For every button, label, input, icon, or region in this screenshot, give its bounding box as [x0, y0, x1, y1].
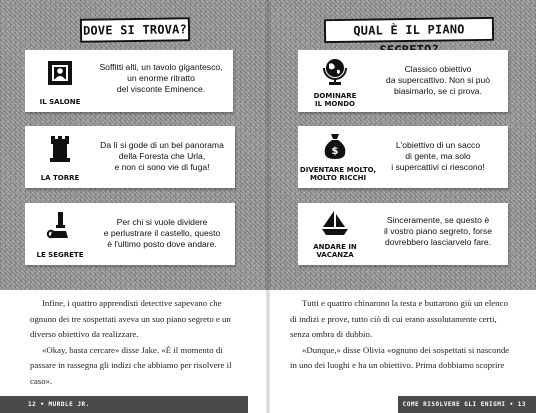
- card-label: IL SALONE: [39, 98, 81, 106]
- paragraph: «Dunque,» disse Olivia «ognuno dei sospettati si nasconde in uno dei luoghi e ha un obiettivo. Prima dobbiamo scoprire: [290, 344, 510, 370]
- right-body-text: [290, 296, 516, 374]
- left-footer: 12 • MURDLE JR.: [0, 396, 248, 413]
- plan-card-ricchi: [298, 126, 508, 188]
- card-description: Classico obiettivo da supercattivo. Non si può biasimarlo, se ci prova.: [385, 64, 491, 96]
- card-label: LE SEGRETE: [36, 251, 84, 259]
- page-gutter: [265, 0, 271, 413]
- right-heading: QUAL È IL PIANO: [324, 17, 494, 43]
- right-footer: COME RISOLVERE GLI ENIGMI • 13: [398, 396, 536, 413]
- globe-icon: [300, 56, 370, 91]
- card-description: Sinceramente, se questo è il vostro piano segreto, forse dovrebbero lasciarvelo fare.: [384, 215, 492, 247]
- money-bag-icon: [300, 132, 370, 165]
- card-label: ANDARE IN VACANZA: [313, 243, 357, 259]
- sailboat-icon: [300, 209, 370, 242]
- card-label: DOMINARE IL MONDO: [313, 92, 357, 108]
- tower-icon: [25, 134, 95, 169]
- card-description: Da lì si gode di un bel panorama della Foresta che Urla, e non ci sono vie di fuga!: [100, 140, 224, 172]
- card-description: Per chi si vuole dividere e perlustrare il castello, questo è l'ultimo posto dove andare.: [103, 217, 221, 249]
- left-heading: DOVE SI TROVA?: [80, 17, 190, 43]
- svg-text:$: $: [331, 146, 339, 157]
- location-card-torre: [25, 126, 235, 188]
- paragraph: «Okay, basta cercare» disse Jake. «È il momento di passare in rassegna gli indizi che abbiamo per risolvere il caso».: [30, 344, 232, 386]
- card-description: L'obiettivo di un sacco di gente, ma solo i supercattivi ci riescono!: [391, 140, 485, 172]
- portrait-frame-icon: [25, 60, 95, 91]
- card-label: DIVENTARE MOLTO, MOLTO RICCHI: [299, 166, 377, 182]
- dungeon-icon: [25, 211, 95, 246]
- card-description: Soffitti alti, un tavolo gigantesco, un enorme ritratto del visconte Eminence.: [99, 62, 223, 94]
- plan-card-vacanza: [298, 203, 508, 265]
- paragraph: Infine, i quattro apprendisti detective sapevano che ognuno dei tre sospettati aveva un suo piano segreto e un diverso obiettivo da realizzare.: [30, 298, 231, 339]
- paragraph: Tutti e quattro chinarono la testa e buttarono giù un elenco di indizi e prove, tutto ciò di cui erano assolutamente certi, senza ombra di dubbio.: [290, 298, 508, 339]
- location-card-salone: [25, 50, 233, 112]
- location-card-segrete: [25, 203, 235, 265]
- plan-card-dominare: [298, 50, 508, 112]
- card-label: LA TORRE: [40, 174, 80, 182]
- left-body-text: [30, 296, 250, 389]
